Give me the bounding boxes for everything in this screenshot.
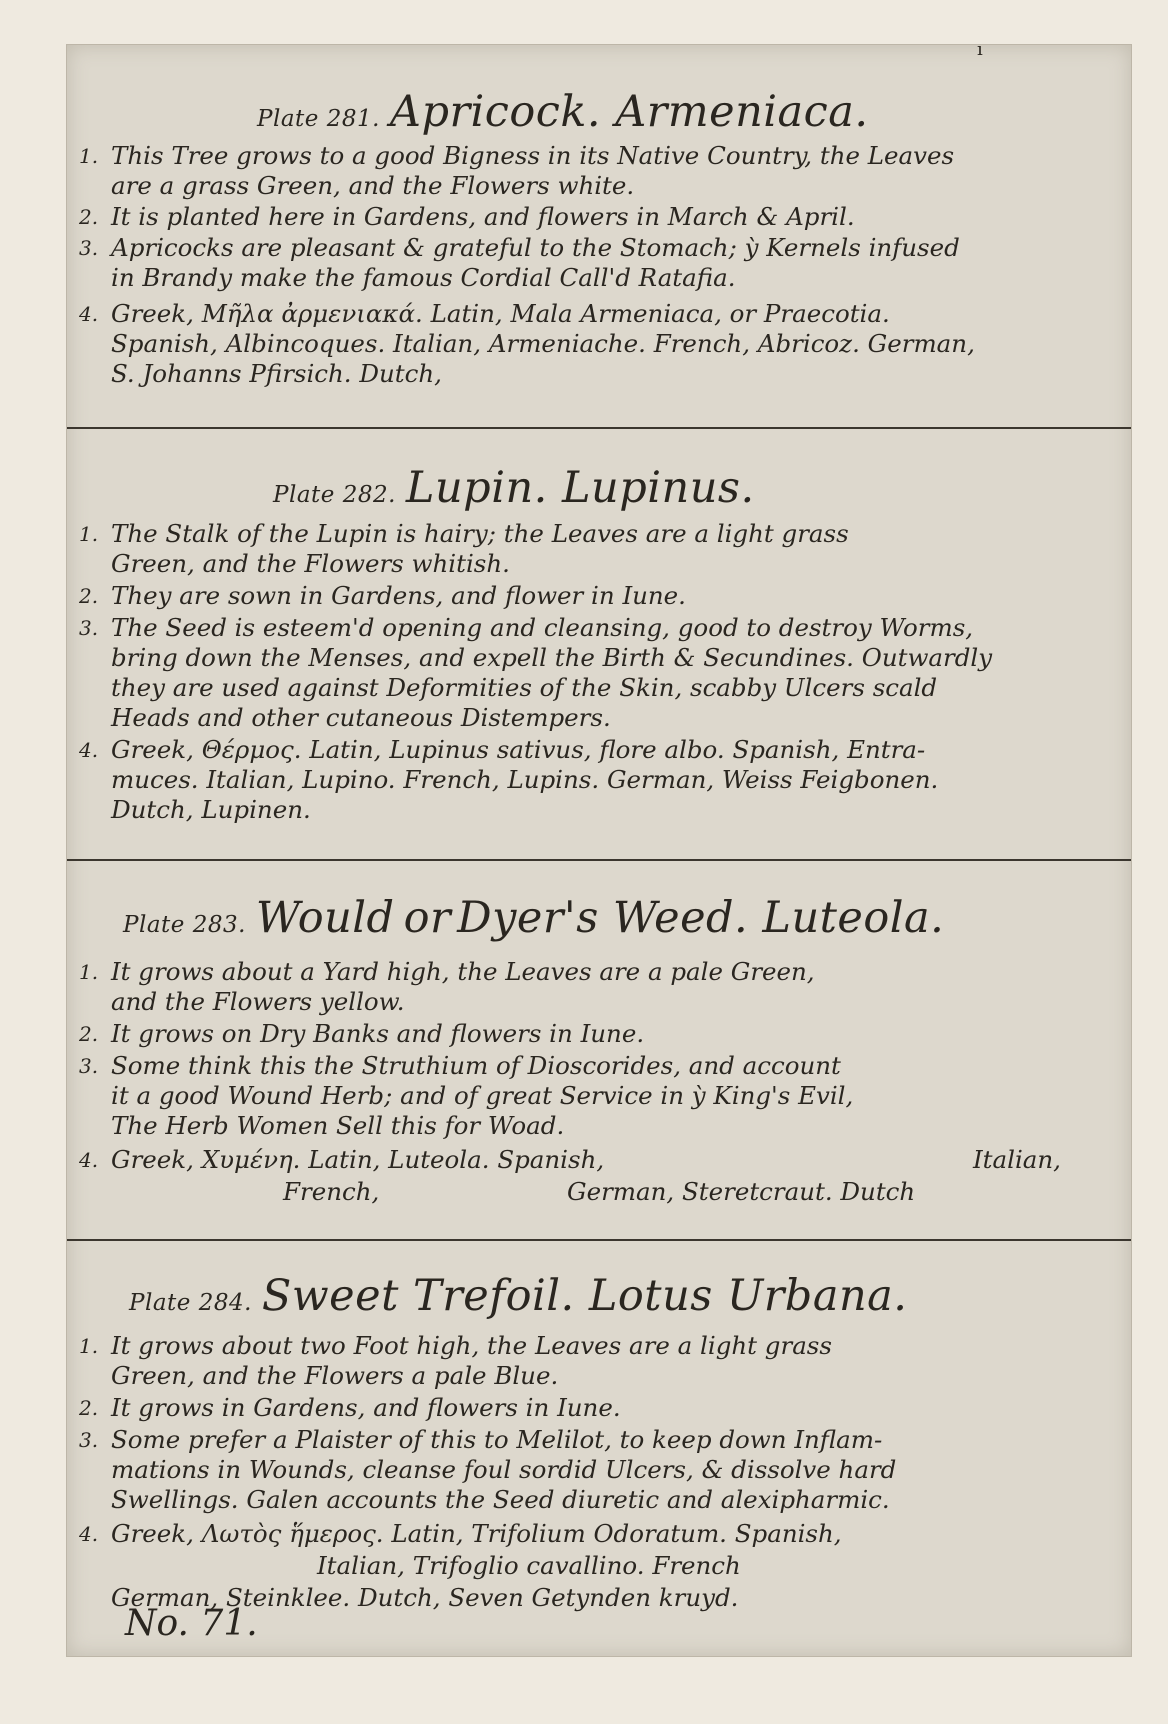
plate-number: Plate 284. bbox=[129, 1290, 252, 1316]
plate-282-heading bbox=[273, 463, 755, 513]
plate-281-heading bbox=[257, 87, 869, 137]
list-item: 4. Greek, Χυμένη. Latin, Luteola. Spanish, bbox=[79, 1145, 605, 1174]
plate-footer-number: No. 71. bbox=[125, 1603, 258, 1644]
divider bbox=[67, 427, 1131, 429]
plate-title-conjunction: or bbox=[403, 893, 452, 943]
plate-mark: ı bbox=[977, 39, 983, 60]
list-item: 3. Some prefer a Plaister of this to Melilot, to keep down Inflam- mations in Wounds, cleanse foul sordid Ulcers, & dissolve hard Swellings. Galen accounts the Seed diuretic and alexipharmic. bbox=[79, 1425, 897, 1514]
french-name-label: French, bbox=[283, 1177, 380, 1206]
plate-number: Plate 281. bbox=[257, 106, 380, 132]
plate-title-part-2: Dyer's Weed. Luteola. bbox=[457, 893, 945, 943]
list-item: 3. Some think this the Struthium of Dioscorides, and account it a good Wound Herb; and of great Service in ỳ King's Evil, The Herb Women Sell this for Woad. bbox=[79, 1051, 854, 1140]
plate-title: Lupin. Lupinus. bbox=[405, 463, 755, 513]
list-item: 2. It is planted here in Gardens, and flowers in March & April. bbox=[79, 202, 855, 231]
plate-283-heading bbox=[123, 893, 944, 943]
german-dutch-label: German, Steretcraut. Dutch bbox=[567, 1177, 916, 1206]
divider bbox=[67, 859, 1131, 861]
german-dutch-line: German, Steinklee. Dutch, Seven Getynden kruyd. bbox=[111, 1583, 739, 1612]
list-item: 1. It grows about two Foot high, the Leaves are a light grass Green, and the Flowers a pale Blue. bbox=[79, 1331, 832, 1390]
italian-french-line: Italian, Trifoglio cavallino. French bbox=[317, 1551, 741, 1580]
plate-number: Plate 282. bbox=[273, 482, 396, 508]
list-item: 2. It grows in Gardens, and flowers in Iune. bbox=[79, 1393, 621, 1422]
plate-title: Sweet Trefoil. Lotus Urbana. bbox=[261, 1271, 908, 1321]
engraved-plate bbox=[66, 39, 1132, 1657]
list-item: 2. They are sown in Gardens, and flower in Iune. bbox=[79, 581, 686, 610]
list-item: 3. Apricocks are pleasant & grateful to the Stomach; ỳ Kernels infused in Brandy make the famous Cordial Call'd Ratafia. bbox=[79, 233, 960, 292]
list-item: 1. It grows about a Yard high, the Leaves are a pale Green, and the Flowers yellow. bbox=[79, 957, 815, 1016]
list-item: 4. Greek, Λωτὸς ἥμερος. Latin, Trifolium Odoratum. Spanish, bbox=[79, 1519, 842, 1548]
plate-number: Plate 283. bbox=[123, 912, 246, 938]
list-item: 4. Greek, Θέρμος. Latin, Lupinus sativus, flore albo. Spanish, Entra- muces. Italian, Lupino. French, Lupins. German, Weiss Feigbonen. Dutch, Lupinen. bbox=[79, 735, 939, 824]
plate-284-heading bbox=[129, 1271, 907, 1321]
plate-title-part-1: Would bbox=[255, 893, 395, 943]
list-item: 1. This Tree grows to a good Bigness in its Native Country, the Leaves are a grass Green, and the Flowers white. bbox=[79, 141, 955, 200]
list-item: 2. It grows on Dry Banks and flowers in Iune. bbox=[79, 1019, 645, 1048]
plate-title: Apricock. Armeniaca. bbox=[389, 87, 869, 137]
list-item: 4. Greek, Μῆλα ἀρμενιακά. Latin, Mala Armeniaca, or Praecotia. Spanish, Albincoques. Italian, Armeniache. French, Abricoz. German, S. Johanns Pfirsich. Dutch, bbox=[79, 299, 975, 388]
divider bbox=[67, 1239, 1131, 1241]
list-item: 3. The Seed is esteem'd opening and cleansing, good to destroy Worms, bring down the Menses, and expell the Birth & Secundines. Outwardly they are used against Deformities of the Skin, scabby Ulcers scald Heads and other cutaneous Distempers. bbox=[79, 613, 993, 732]
list-item: 1. The Stalk of the Lupin is hairy; the Leaves are a light grass Green, and the Flowers whitish. bbox=[79, 519, 849, 578]
italian-name-label: Italian, bbox=[973, 1145, 1061, 1174]
